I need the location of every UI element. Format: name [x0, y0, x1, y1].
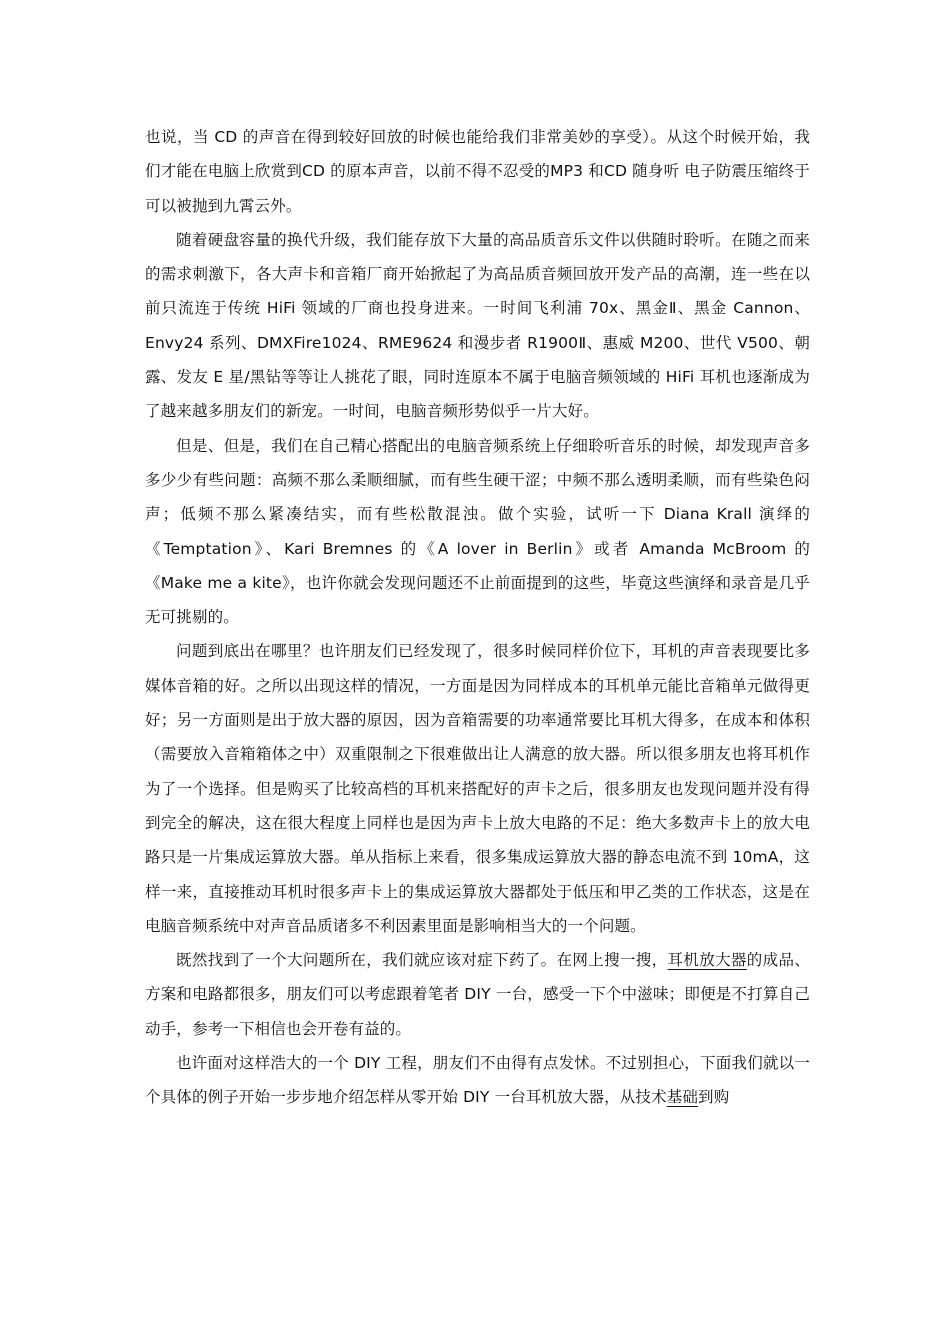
- document-page: [145, 120, 810, 1115]
- paragraph-text: 也说，当 CD 的声音在得到较好回放的时候也能给我们非常美妙的享受）。从这个时候开始，我们才能在电脑上欣赏到CD 的原本声音，以前不得不忍受的MP3 和CD 随身听 电子防震压缩终于可以被抛到九霄云外。: [145, 128, 810, 215]
- paragraph-cd-playback: [145, 120, 810, 223]
- paragraph-text: 的成品、方案和电路都很多，朋友们可以考虑跟着笔者 DIY 一台，感受一下个中滋味；即便是不打算自己动手，参考一下相信也会开卷有益的。: [145, 951, 810, 1038]
- paragraph-sound-problems: [145, 429, 810, 635]
- paragraph-diy-suggestion: [145, 943, 810, 1046]
- paragraph-diy-intro: [145, 1046, 810, 1115]
- paragraph-text: 到购: [698, 1088, 730, 1107]
- paragraph-text: 既然找到了一个大问题所在，我们就应该对症下药了。在网上搜一搜，: [176, 951, 668, 970]
- paragraph-hard-disk-upgrade: [145, 223, 810, 429]
- paragraph-text: 问题到底出在哪里？也许朋友们已经发现了，很多时候同样价位下，耳机的声音表现要比多媒体音箱的好。之所以出现这样的情况，一方面是因为同样成本的耳机单元能比音箱单元做得更好；另一方面则是出于放大器的原因，因为音箱需要的功率通常要比耳机大得多，在成本和体积（需要放入音箱箱体之中）双重限制之下很难做出让人满意的放大器。所以很多朋友也将耳机作为了一个选择。但是购买了比较高档的耳机来搭配好的声卡之后，很多朋友也发现问题并没有得到完全的解决，这在很大程度上同样也是因为声卡上放大电路的不足：绝大多数声卡上的放大电路只是一片集成运算放大器。单从指标上来看，很多集成运算放大器的静态电流不到 10mA，这样一来，直接推动耳机时很多声卡上的集成运算放大器都处于低压和甲乙类的工作状态，这是在电脑音频系统中对声音品质诸多不利因素里面是影响相当大的一个问题。: [145, 642, 810, 935]
- headphone-amplifier-link[interactable]: 耳机放大器: [667, 951, 747, 970]
- paragraph-amplifier-cause: [145, 634, 810, 943]
- basics-link[interactable]: 基础: [666, 1088, 699, 1107]
- paragraph-text: 也许面对这样浩大的一个 DIY 工程，朋友们不由得有点发怵。不过别担心，下面我们就以一个具体的例子开始一步步地介绍怎样从零开始 DIY 一台耳机放大器，从技术: [145, 1054, 810, 1107]
- paragraph-text: 但是、但是，我们在自己精心搭配出的电脑音频系统上仔细聆听音乐的时候，却发现声音多多少少有些问题：高频不那么柔顺细腻，而有些生硬干涩；中频不那么透明柔顺，而有些染色闷声；低频不那么紧凑结实，而有些松散混浊。做个实验，试听一下 Diana Krall 演绎的《Temptation》、Kari Bremnes 的《A lover in Berlin》或者 Amanda McBroom 的《Make me a kite》，也许你就会发现问题还不止前面提到的这些，毕竟这些演绎和录音是几乎无可挑剔的。: [145, 436, 810, 627]
- paragraph-text: 随着硬盘容量的换代升级，我们能存放下大量的高品质音乐文件以供随时聆听。在随之而来的需求刺激下，各大声卡和音箱厂商开始掀起了为高品质音频回放开发产品的高潮，连一些在以前只流连于传统 HiFi 领域的厂商也投身进来。一时间飞利浦 70x、黑金Ⅱ、黑金 Cannon、Envy24 系列、DMXFire1024、RME9624 和漫步者 R1900Ⅱ、惠威 M200、世代 V500、朝露、发友 E 星/黑钻等等让人挑花了眼，同时连原本不属于电脑音频领域的 HiFi 耳机也逐渐成为了越来越多朋友们的新宠。一时间，电脑音频形势似乎一片大好。: [145, 230, 810, 421]
